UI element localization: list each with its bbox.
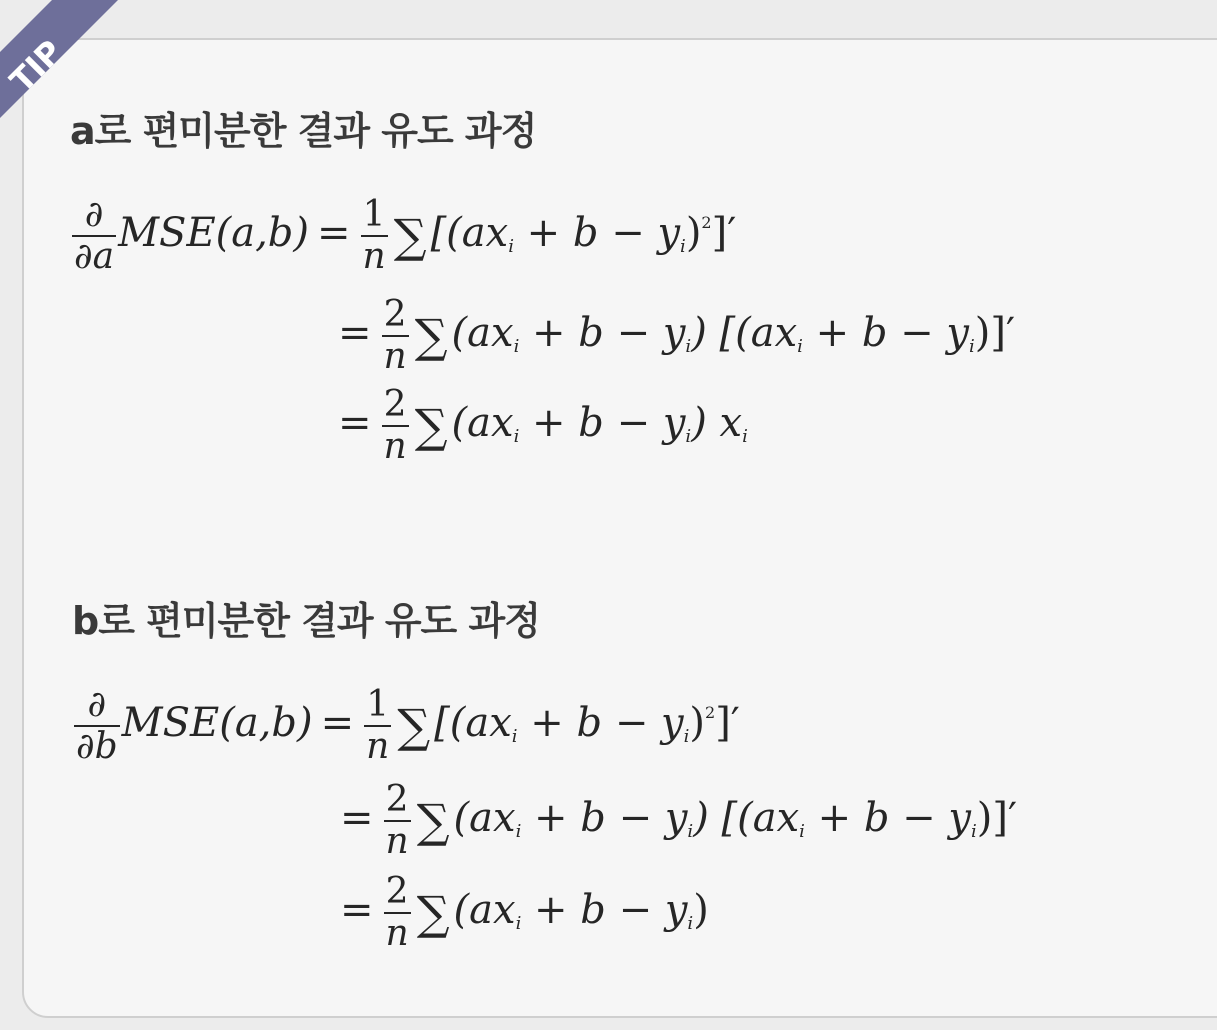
bleed-through [1000, 100, 1014, 146]
lhs-function: MSE(a,b) [118, 210, 310, 256]
tip-badge-label: TIP [2, 32, 70, 100]
section-b-line-2: = $\frac{2}{n}$ ∑ $(ax_i + b - y_i) [(ax_i + b - y_i)]'$ [340, 779, 1018, 862]
coefficient: $\frac{2}{n}$ [385, 871, 409, 954]
lhs-function: MSE(a,b) [121, 700, 313, 746]
sum-symbol: ∑ [414, 399, 448, 453]
section-b-line-1: $\frac{\partial}{\partial b}$ MSE(a,b) = $\frac{1}{n}$ ∑ $[(ax_i + b - y_i)^2]'$ [76, 684, 740, 767]
sum-symbol: ∑ [414, 309, 448, 363]
coefficient: $\frac{2}{n}$ [383, 384, 407, 467]
coefficient: $\frac{1}{n}$ [362, 194, 386, 277]
section-b-line-3: = $\frac{2}{n}$ ∑ $(ax_i + b - y_i)$ [340, 871, 709, 954]
sum-symbol: ∑ [397, 699, 431, 753]
section-a-heading: a로 편미분한 결과 유도 과정 [70, 109, 537, 153]
sum-symbol: ∑ [416, 794, 450, 848]
coefficient: $\frac{1}{n}$ [366, 684, 390, 767]
coefficient: $\frac{2}{n}$ [383, 294, 407, 377]
sum-symbol: ∑ [393, 209, 427, 263]
partial-fraction: $\frac{\partial}{\partial b}$ [76, 684, 118, 767]
coefficient: $\frac{2}{n}$ [385, 779, 409, 862]
section-a-line-1: $\frac{\partial}{\partial a}$ MSE(a,b) = $\frac{1}{n}$ ∑ $[(ax_i + b - y_i)^2]'$ [74, 194, 737, 277]
section-a-line-3: = $\frac{2}{n}$ ∑ $(ax_i + b - y_i)$ $x_i$ [338, 384, 748, 467]
section-a-line-2: = $\frac{2}{n}$ ∑ $(ax_i + b - y_i) [(ax_i + b - y_i)]'$ [338, 294, 1016, 377]
partial-fraction: $\frac{\partial}{\partial a}$ [74, 194, 115, 277]
section-b-heading: b로 편미분한 결과 유도 과정 [72, 599, 540, 643]
tip-box [22, 38, 1217, 1018]
sum-symbol: ∑ [416, 886, 450, 940]
